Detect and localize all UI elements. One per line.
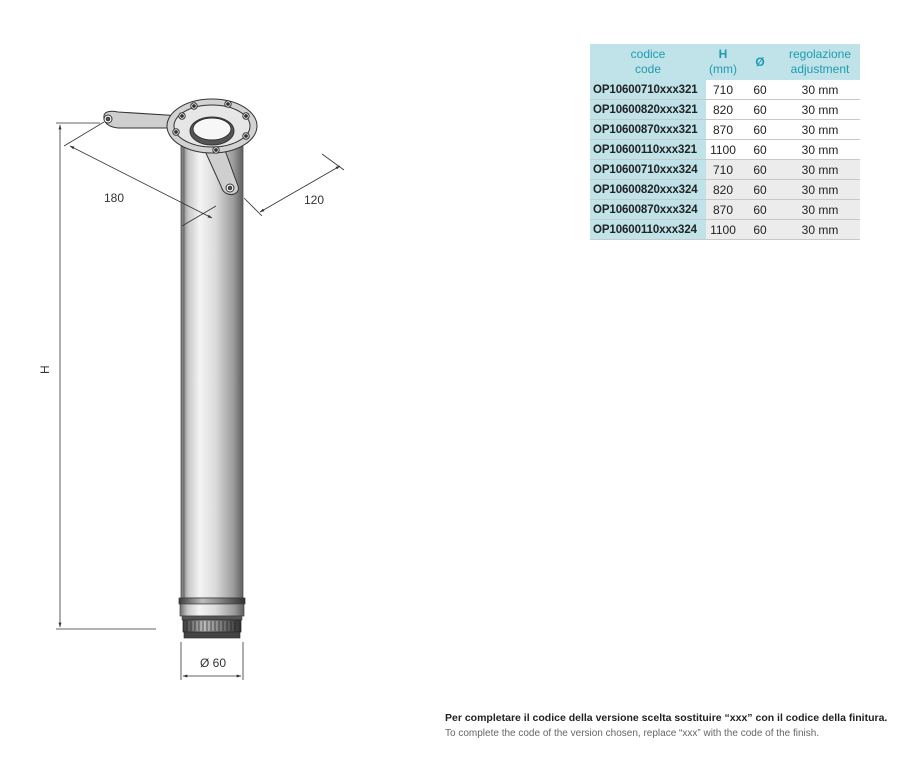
- cell-code: OP10600110xxx321: [590, 140, 706, 160]
- cell-adjustment: 30 mm: [780, 160, 860, 180]
- note-italian: Per completare il codice della versione scelta sostituire “xxx” con il codice della finitura.: [445, 712, 888, 724]
- table-row: [590, 140, 860, 160]
- cell-adjustment: 30 mm: [780, 120, 860, 140]
- mounting-bracket: [104, 99, 257, 195]
- cell-height: 870: [706, 200, 740, 220]
- cell-height: 710: [706, 160, 740, 180]
- cell-diameter: 60: [740, 160, 780, 180]
- cell-code: OP10600820xxx324: [590, 180, 706, 200]
- cell-code: OP10600820xxx321: [590, 100, 706, 120]
- header-diameter: [740, 44, 780, 80]
- header-adjustment: [780, 44, 860, 80]
- cell-adjustment: 30 mm: [780, 100, 860, 120]
- cell-adjustment: 30 mm: [780, 200, 860, 220]
- cell-code: OP10600870xxx324: [590, 200, 706, 220]
- cell-code: OP10600110xxx324: [590, 220, 706, 240]
- leveling-foot: [179, 598, 245, 638]
- dimension-height-label: H: [38, 365, 52, 374]
- table-row: [590, 120, 860, 140]
- cell-diameter: 60: [740, 200, 780, 220]
- table-header-row: [590, 44, 860, 80]
- header-height-line1: H: [718, 47, 728, 61]
- cell-diameter: 60: [740, 100, 780, 120]
- header-diameter-line1: Ø: [755, 54, 765, 69]
- header-height-line2: (mm): [709, 62, 737, 76]
- cell-height: 710: [706, 80, 740, 100]
- cell-diameter: 60: [740, 120, 780, 140]
- cell-diameter: 60: [740, 180, 780, 200]
- cell-height: 1100: [706, 140, 740, 160]
- table-row: [590, 80, 860, 100]
- cell-height: 820: [706, 100, 740, 120]
- cell-adjustment: 30 mm: [780, 80, 860, 100]
- cell-code: OP10600870xxx321: [590, 120, 706, 140]
- dimension-120: [244, 154, 344, 216]
- dimension-diameter-label: Ø 60: [200, 656, 227, 670]
- cell-height: 870: [706, 120, 740, 140]
- header-code: [590, 44, 706, 80]
- cell-adjustment: 30 mm: [780, 220, 860, 240]
- cell-diameter: 60: [740, 80, 780, 100]
- dimension-180-label: 180: [104, 191, 125, 205]
- cell-adjustment: 30 mm: [780, 140, 860, 160]
- cell-adjustment: 30 mm: [780, 180, 860, 200]
- cell-code: OP10600710xxx324: [590, 160, 706, 180]
- header-adjustment-line2: adjustment: [790, 62, 850, 76]
- table-row: [590, 160, 860, 180]
- note-english: To complete the code of the version chosen, replace “xxx” with the code of the finish.: [445, 728, 820, 739]
- cell-diameter: 60: [740, 140, 780, 160]
- dimension-120-label: 120: [304, 193, 325, 207]
- spec-table: [590, 44, 860, 240]
- header-code-line1: codice: [630, 47, 666, 61]
- table-row: [590, 200, 860, 220]
- cell-diameter: 60: [740, 220, 780, 240]
- table-row: [590, 220, 860, 240]
- header-code-line2: code: [634, 62, 662, 76]
- cell-height: 820: [706, 180, 740, 200]
- cell-code: OP10600710xxx321: [590, 80, 706, 100]
- table-row: [590, 180, 860, 200]
- table-row: [590, 100, 860, 120]
- cell-height: 1100: [706, 220, 740, 240]
- header-adjustment-line1: regolazione: [788, 47, 852, 61]
- header-height: [706, 44, 740, 80]
